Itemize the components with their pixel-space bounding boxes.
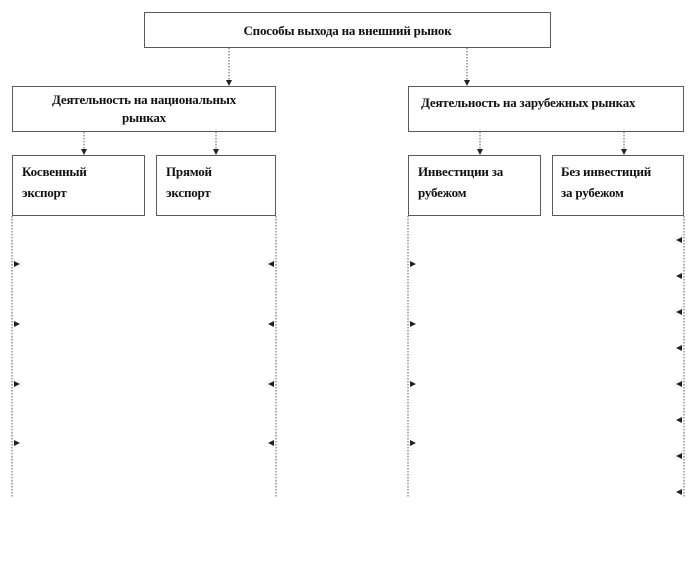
direct-export-child-arrow-2 (268, 321, 274, 327)
national-markets-label-line-1: Деятельность на национальных (51, 92, 237, 107)
no-investment-child-arrow-2 (676, 273, 682, 279)
no-investment-child-arrow-7 (676, 453, 682, 459)
direct-export-box (156, 155, 276, 216)
indirect-export-label-line-2: экспорт (22, 185, 67, 200)
foreign-investment-child-arrow-3 (410, 381, 416, 387)
foreign-markets-label: Деятельность на зарубежных рынках (421, 95, 636, 110)
no-investment-child-arrow-3 (676, 309, 682, 315)
indirect-export-box (12, 155, 145, 216)
foreign-investment-child-arrow-1 (410, 261, 416, 267)
foreign-investment-child-arrow-4 (410, 440, 416, 446)
national-markets-box (12, 86, 276, 132)
no-investment-child-arrow-8 (676, 489, 682, 495)
no-investment-child-arrow-4 (676, 345, 682, 351)
indirect-export-child-arrow-3 (14, 381, 20, 387)
indirect-export-child-arrow-4 (14, 440, 20, 446)
no-investment-child-arrow-6 (676, 417, 682, 423)
no-investment-child-arrow-5 (676, 381, 682, 387)
indirect-export-label-line-1: Косвенный (22, 164, 87, 179)
foreign-investment-label-line-2: рубежом (418, 185, 467, 200)
direct-export-label-line-2: экспорт (166, 185, 211, 200)
no-investment-label-line-1: Без инвестиций (561, 164, 652, 179)
indirect-export-child-arrow-2 (14, 321, 20, 327)
no-investment-label-line-2: за рубежом (561, 185, 624, 200)
direct-export-child-arrow-3 (268, 381, 274, 387)
foreign-investment-child-arrow-2 (410, 321, 416, 327)
no-investment-box (552, 155, 684, 216)
root-node-box (144, 12, 551, 48)
direct-export-label-line-1: Прямой (166, 164, 212, 179)
foreign-markets-box (408, 86, 684, 132)
national-markets-label-line-2: рынках (122, 110, 166, 125)
foreign-investment-label-line-1: Инвестиции за (418, 164, 504, 179)
indirect-export-child-arrow-1 (14, 261, 20, 267)
no-investment-child-arrow-1 (676, 237, 682, 243)
root-node-label: Способы выхода на внешний рынок (243, 23, 452, 38)
direct-export-child-arrow-1 (268, 261, 274, 267)
direct-export-child-arrow-4 (268, 440, 274, 446)
foreign-investment-box (408, 155, 541, 216)
